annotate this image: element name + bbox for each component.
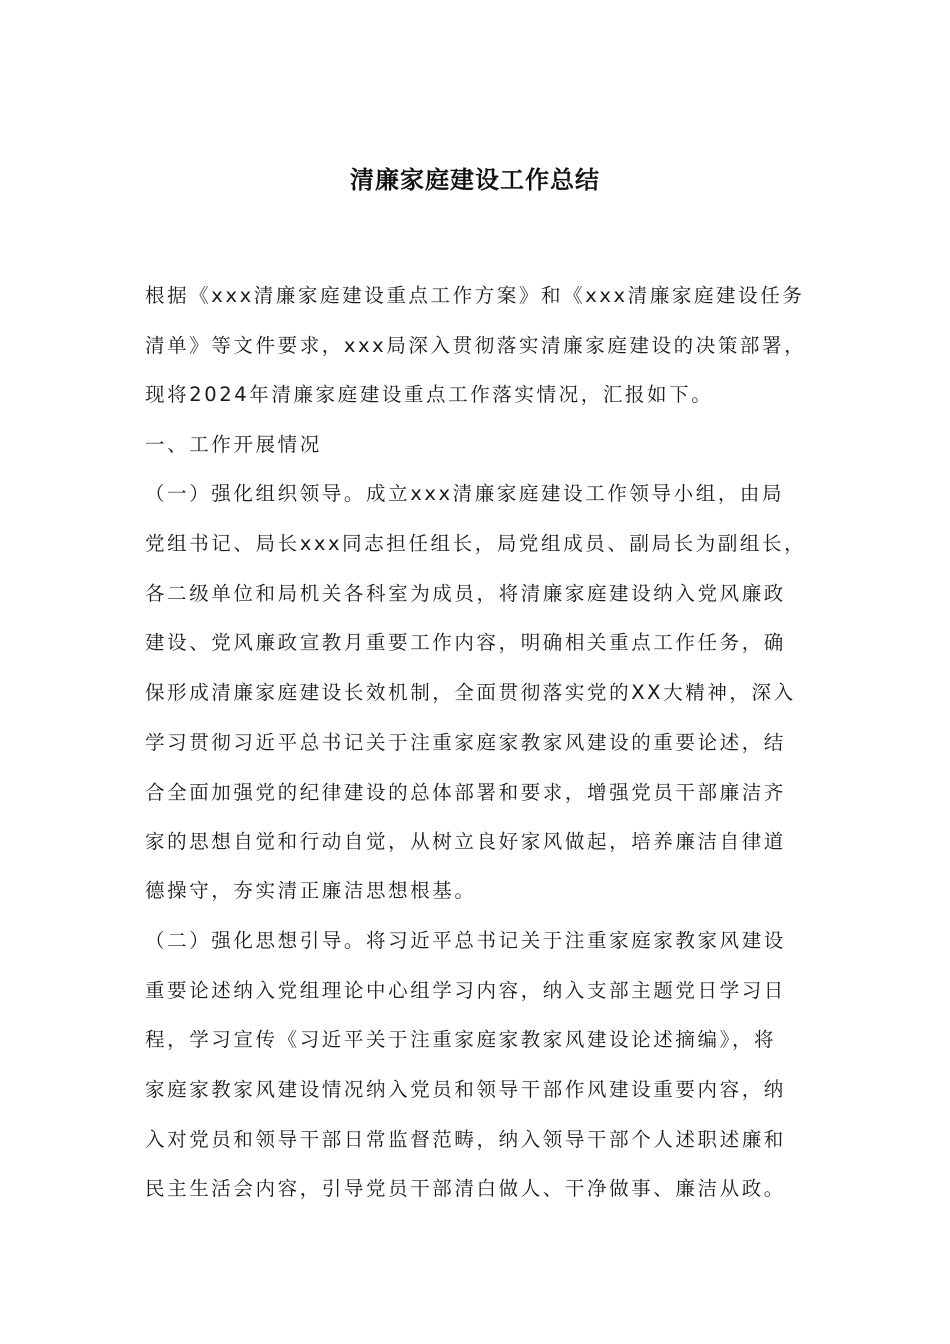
body-line: 入对党员和领导干部日常监督范畴，纳入领导干部个人述职述廉和 bbox=[145, 1128, 786, 1151]
body-line: 德操守，夯实清正廉洁思想根基。 bbox=[145, 879, 477, 902]
body-line: （二）强化思想引导。将习近平总书记关于注重家庭家教家风建设 bbox=[145, 929, 786, 952]
body-line: 家的思想自觉和行动自觉，从树立良好家风做起，培养廉洁自律道 bbox=[145, 830, 786, 853]
section-heading: 一、工作开展情况 bbox=[145, 433, 322, 456]
body-line: 家庭家教家风建设情况纳入党员和领导干部作风建设重要内容，纳 bbox=[145, 1078, 786, 1101]
body-line: 党组书记、局长xxx同志担任组长，局党组成员、副局长为副组长， bbox=[145, 532, 807, 555]
body-line: 各二级单位和局机关各科室为成员，将清廉家庭建设纳入党风廉政 bbox=[145, 582, 786, 605]
body-line: 合全面加强党的纪律建设的总体部署和要求，增强党员干部廉洁齐 bbox=[145, 781, 786, 804]
body-line: 清单》等文件要求，xxx局深入贯彻落实清廉家庭建设的决策部署， bbox=[145, 334, 807, 357]
body-line: 程，学习宣传《习近平关于注重家庭家教家风建设论述摘编》，将 bbox=[145, 1028, 777, 1051]
body-line: 根据《xxx清廉家庭建设重点工作方案》和《xxx清廉家庭建设任务 bbox=[145, 284, 805, 307]
document-title: 清廉家庭建设工作总结 bbox=[350, 165, 600, 194]
body-line: 现将2024年清廉家庭建设重点工作落实情况，汇报如下。 bbox=[145, 383, 714, 406]
body-line: 保形成清廉家庭建设长效机制，全面贯彻落实党的XX大精神，深入 bbox=[145, 681, 796, 704]
body-line: 重要论述纳入党组理论中心组学习内容，纳入支部主题党日学习日 bbox=[145, 979, 786, 1002]
body-line: 建设、党风廉政宣教月重要工作内容，明确相关重点工作任务，确 bbox=[145, 631, 786, 654]
body-line: （一）强化组织领导。成立xxx清廉家庭建设工作领导小组，由局 bbox=[145, 482, 785, 505]
body-line: 学习贯彻习近平总书记关于注重家庭家教家风建设的重要论述，结 bbox=[145, 731, 786, 754]
body-line: 民主生活会内容，引导党员干部清白做人、干净做事、廉洁从政。 bbox=[145, 1177, 786, 1200]
